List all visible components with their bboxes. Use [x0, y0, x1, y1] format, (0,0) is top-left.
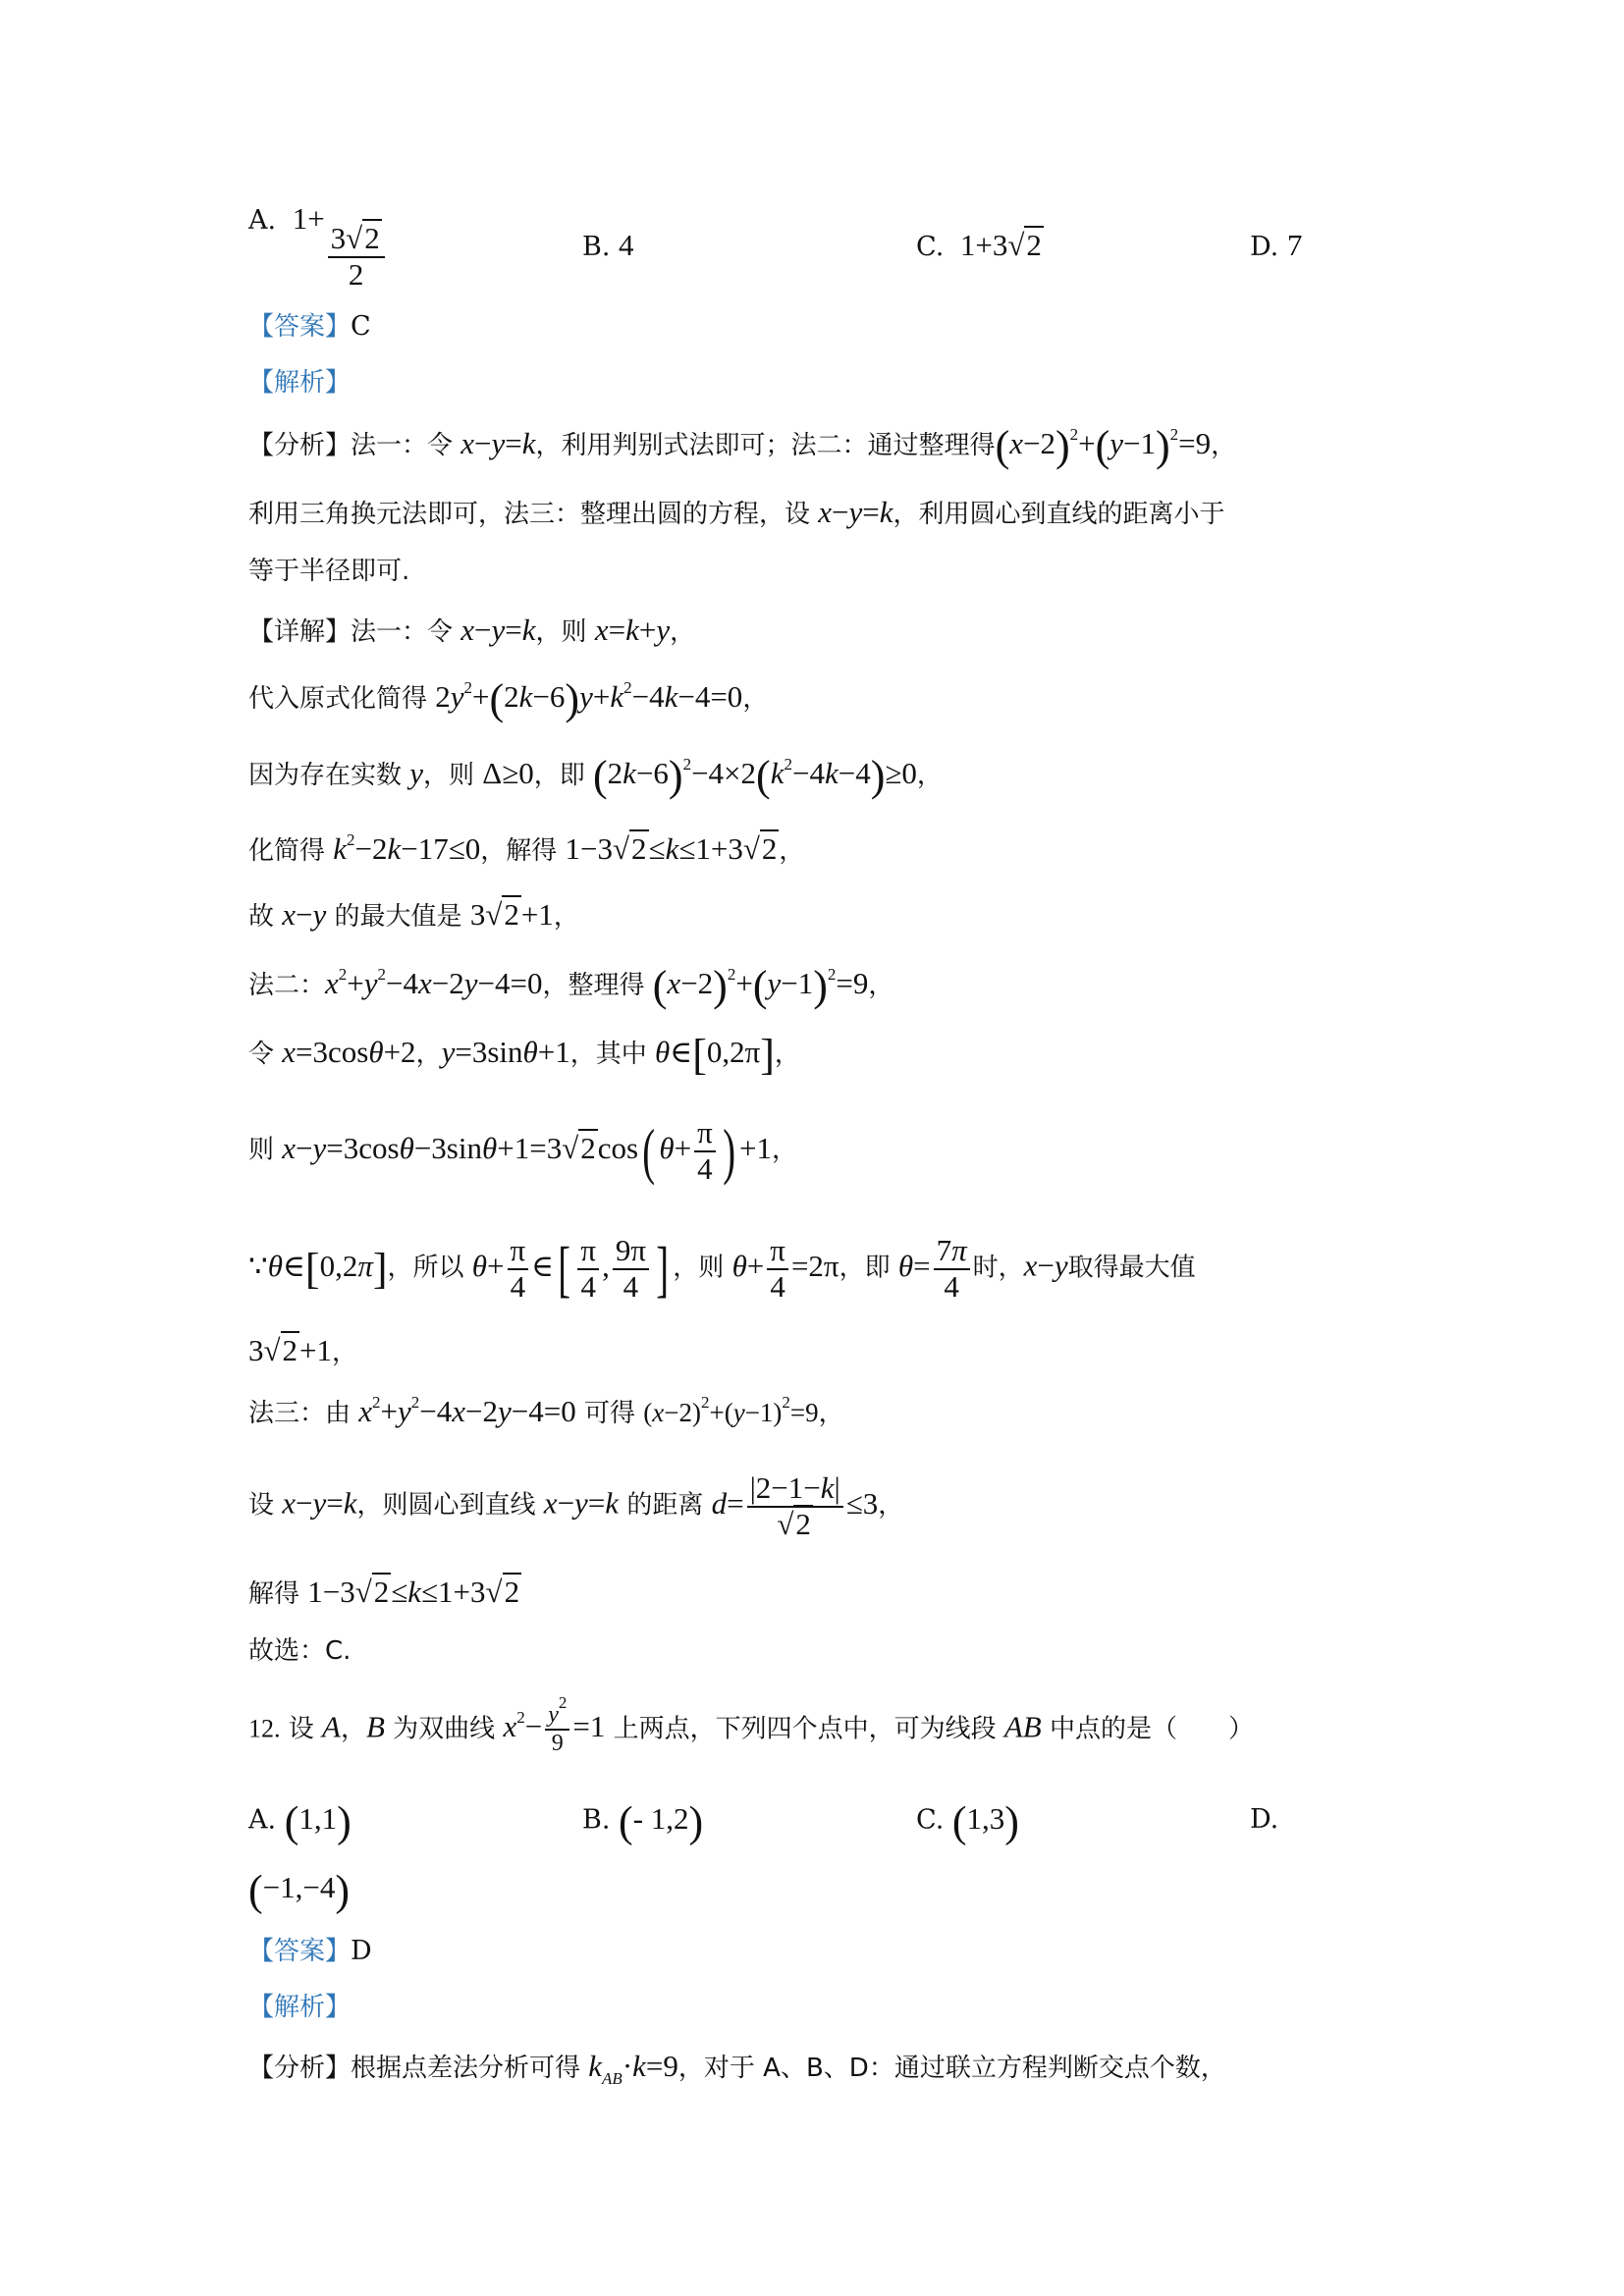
q11-xiangjie-line10: 3√2+1，: [248, 1333, 358, 1367]
q11-xiangjie-line9: ∵θ∈[0,2π]，所以 θ+ $\frac{\pi}{4}$ ∈[ $\frac{\pi}{4}$ , $\frac{9\pi}{4}$ ] ，则 θ+ $\frac{\pi}{4}$ =2π，即 θ= $\frac{7\pi}{4}$ 时，x−y取得最大值: [248, 1233, 1196, 1304]
q11-xiangjie-line11: 法三：由 $x^2+y^2-4x-2y-4=0$ 可得 $(x-2)^2+(y-1)^2=9$，: [248, 1393, 844, 1428]
q11-option-a: A. 1+ $\frac{3√2}{2}$: [248, 201, 388, 291]
q12-option-d: D.: [1250, 1804, 1279, 1835]
q11-xiangjie-line1: 【详解】法一：令 x−y=k，则 x=k+y，: [248, 613, 696, 647]
q11-xiangjie-line2: 代入原式化简得 $2y^2+(2k-6)y+k^2-4k-4=0$，: [248, 674, 769, 723]
q11-xiangjie-line12: 设 x−y=k，则圆心到直线 x−y=k 的距离 d= $\frac{|2-1-k|}{√2}$ ≤3，: [248, 1470, 904, 1541]
question-number: 12.: [248, 1714, 281, 1743]
q11-xiangjie-line3: 因为存在实数 y，则 Δ≥0，即 $(2k-6)^2-4\times 2(k^2-4k-4)\ge 0$，: [248, 751, 943, 800]
q12-answer: 【答案】D: [248, 1936, 372, 1966]
answer-tag: 【答案】: [248, 312, 352, 342]
q12-analysis-tag: 【解析】: [248, 1993, 352, 2022]
q12-option-a: A. (1,1): [248, 1797, 352, 1845]
q11-xiangjie-line13: 解得 1−3√2≤k≤1+3√2: [248, 1575, 520, 1609]
answer-tag: 【答案】: [248, 1937, 352, 1966]
q12-option-d-value: (−1,−4): [248, 1866, 351, 1914]
q11-fenxi-line2: 利用三角换元法即可，法三：整理出圆的方程，设 x−y=k，利用圆心到直线的距离小于: [248, 495, 1225, 529]
q12-stem: 12. 设 A，B 为双曲线 $x^2-$ $\frac{y^2}{9}$ =1 上两点，下列四个点中，可为线段 AB 中点的是（ ）: [248, 1693, 1255, 1757]
q11-xiangjie-line4: 化简得 $k^2-2k-17\le 0$，解得 1−3√2≤k≤1+3√2，: [248, 830, 805, 866]
q11-option-c: C. 1+3√2: [916, 228, 1042, 262]
q11-xiangjie-line14: 故选：C.: [248, 1636, 352, 1666]
q11-fenxi-line3: 等于半径即可.: [248, 557, 410, 586]
q11-answer: 【答案】C: [248, 311, 371, 342]
q11-option-d: D. 7: [1250, 228, 1303, 262]
q11-xiangjie-line8: 则 x−y=3cosθ−3sinθ+1=3√2cos( θ+ $\frac{\pi}{4}$ ) +1，: [248, 1115, 798, 1186]
q11-xiangjie-line5: 故 x−y 的最大值是 3√2+1，: [248, 897, 579, 932]
q12-option-c: C. (1,3): [916, 1797, 1019, 1845]
q11-xiangjie-line7: 令 x=3cosθ+2，y=3sinθ+1，其中 θ∈[0,2π]，: [248, 1030, 800, 1079]
q11-fenxi-line1: 【分析】法一：令 x−y=k，利用判别式法即可；法二：通过整理得$(x-2)^2+(y-1)^2=9$，: [248, 421, 1237, 470]
q12-fenxi: 【分析】根据点差法分析可得 $k_{AB}\cdot k=9$，对于 A、B、D：通过联立方程判断交点个数，: [248, 2049, 1226, 2088]
q12-option-b: B. (- 1,2): [582, 1797, 704, 1845]
q11-option-b: B. 4: [582, 228, 634, 262]
q11-xiangjie-line6: 法二：$x^2+y^2-4x-2y-4=0$，整理得 $(x-2)^2+(y-1)^2=9$，: [248, 961, 894, 1010]
q11-analysis-tag: 【解析】: [248, 368, 352, 398]
